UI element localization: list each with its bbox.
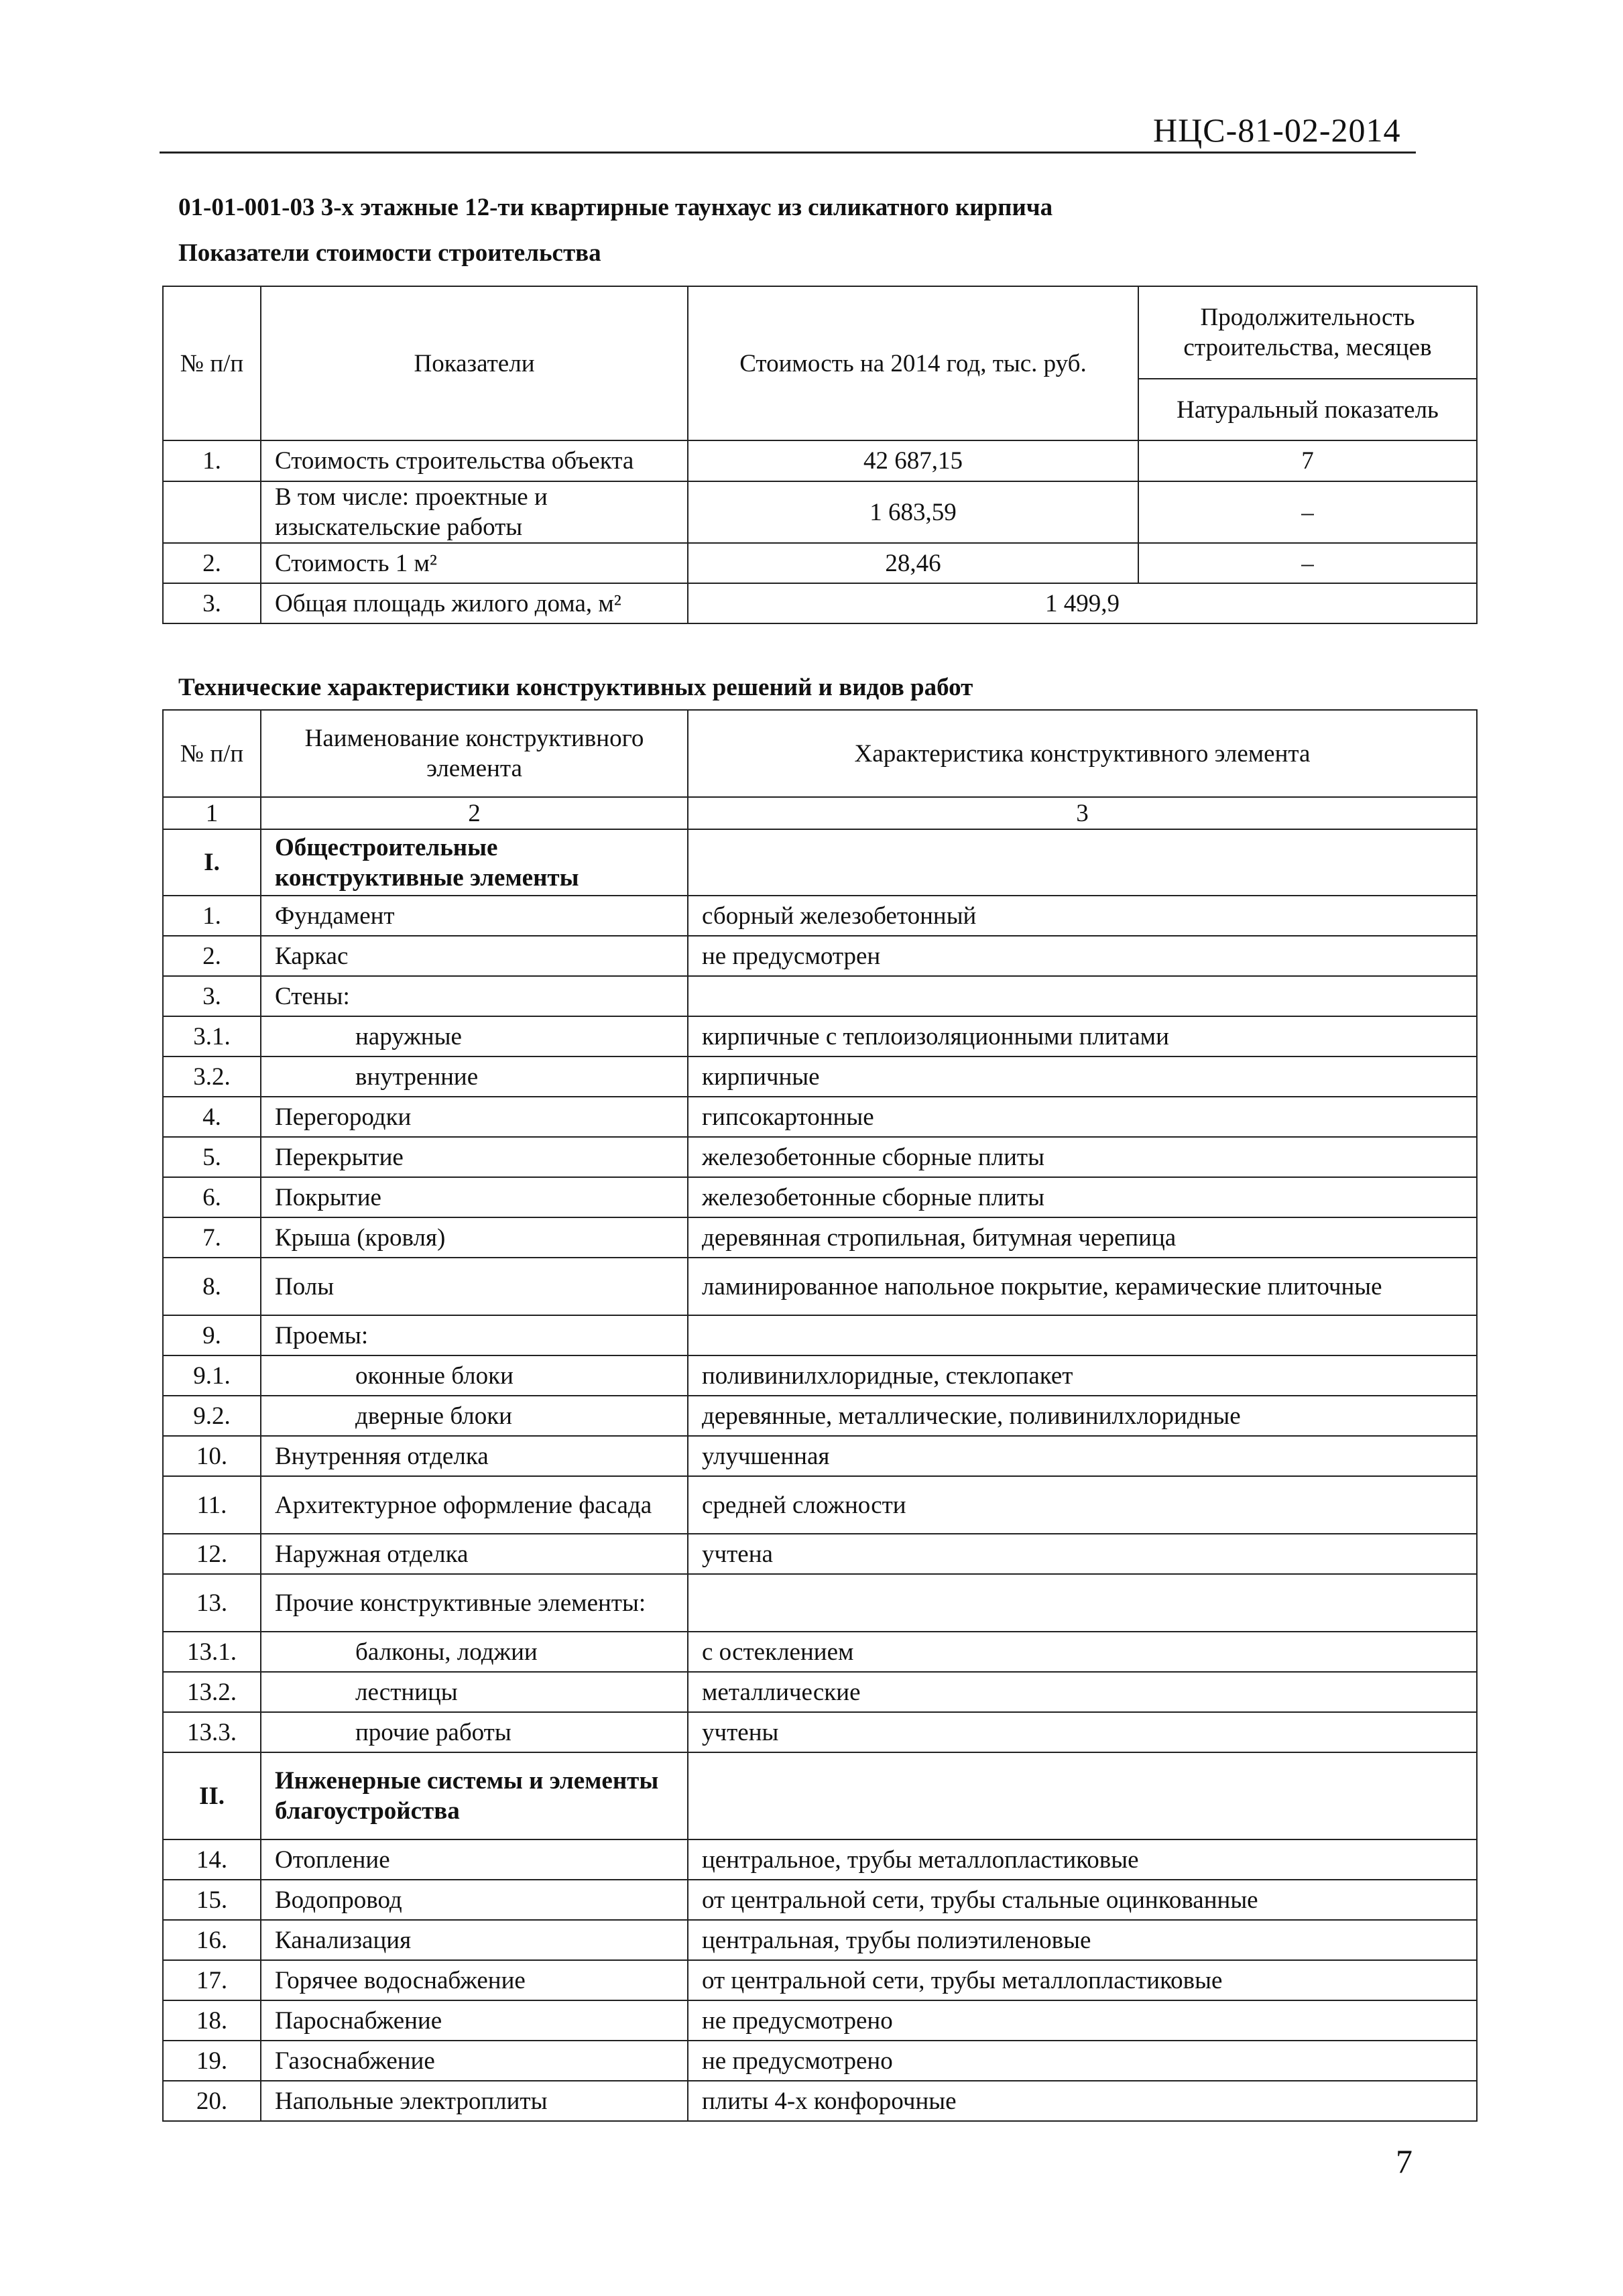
row-characteristic: центральное, трубы металлопластиковые [688, 1839, 1477, 1880]
row-cost: 42 687,15 [688, 440, 1138, 481]
row-element: Внутренняя отделка [261, 1436, 688, 1476]
row-element: Инженерные системы и элементы благоустройства [261, 1752, 688, 1839]
table-row [163, 1752, 1477, 1839]
technical-characteristics-table [162, 709, 1478, 2122]
row-characteristic: сборный железобетонный [688, 896, 1477, 936]
row-element: балконы, лоджии [261, 1632, 688, 1672]
table-row [163, 1436, 1477, 1476]
row-characteristic: поливинилхлоридные, стеклопакет [688, 1355, 1477, 1396]
table-row [163, 896, 1477, 936]
row-element: Каркас [261, 936, 688, 976]
table-row [163, 440, 1477, 481]
table-row [163, 1097, 1477, 1137]
row-element: Отопление [261, 1839, 688, 1880]
row-characteristic: от центральной сети, трубы металлопластиковые [688, 1960, 1477, 2000]
row-num: 1. [163, 440, 261, 481]
row-element: Покрытие [261, 1177, 688, 1217]
row-num: 12. [163, 1534, 261, 1574]
row-characteristic: кирпичные с теплоизоляционными плитами [688, 1016, 1477, 1056]
row-element: Канализация [261, 1920, 688, 1960]
table-row [163, 1712, 1477, 1752]
row-num: 1. [163, 896, 261, 936]
row-characteristic: ламинированное напольное покрытие, керамические плиточные [688, 1258, 1477, 1315]
document-code: НЦС-81-02-2014 [1153, 111, 1401, 149]
table-row [163, 1355, 1477, 1396]
row-characteristic: плиты 4-х конфорочные [688, 2081, 1477, 2121]
row-element: Стены: [261, 976, 688, 1016]
row-num: 13.2. [163, 1672, 261, 1712]
row-element: Прочие конструктивные элементы: [261, 1574, 688, 1632]
table-row [163, 1574, 1477, 1632]
table-row [163, 1258, 1477, 1315]
table-row [163, 1839, 1477, 1880]
row-characteristic: средней сложности [688, 1476, 1477, 1534]
row-num: 5. [163, 1137, 261, 1177]
table-row [163, 1534, 1477, 1574]
header-cost: Стоимость на 2014 год, тыс. руб. [688, 286, 1138, 440]
row-num: 3.1. [163, 1016, 261, 1056]
row-characteristic: учтена [688, 1534, 1477, 1574]
table-row [163, 1632, 1477, 1672]
column-number: 3 [688, 797, 1477, 829]
row-num: 9.2. [163, 1396, 261, 1436]
row-cost: 1 683,59 [688, 481, 1138, 543]
row-num: 19. [163, 2041, 261, 2081]
row-num: II. [163, 1752, 261, 1839]
table-row [163, 543, 1477, 583]
table-row [163, 1217, 1477, 1258]
document-title: 01-01-001-03 3-х этажные 12-ти квартирные таунхаус из силикатного кирпича [178, 194, 1053, 221]
row-element: Перегородки [261, 1097, 688, 1137]
section-title-technical-characteristics: Технические характеристики конструктивных решений и видов работ [178, 674, 973, 701]
row-num: 3. [163, 976, 261, 1016]
row-element: дверные блоки [261, 1396, 688, 1436]
table-row [163, 936, 1477, 976]
row-value: 1 499,9 [688, 583, 1477, 623]
row-element: лестницы [261, 1672, 688, 1712]
row-num: 3. [163, 583, 261, 623]
row-name: Общая площадь жилого дома, м² [261, 583, 688, 623]
table-row [163, 1396, 1477, 1436]
row-characteristic: металлические [688, 1672, 1477, 1712]
row-element: Наружная отделка [261, 1534, 688, 1574]
header-num: № п/п [163, 286, 261, 440]
table-row [163, 1177, 1477, 1217]
row-characteristic: учтены [688, 1712, 1477, 1752]
row-element: Перекрытие [261, 1137, 688, 1177]
row-characteristic: железобетонные сборные плиты [688, 1137, 1477, 1177]
header-num: № п/п [163, 710, 261, 797]
row-element: Газоснабжение [261, 2041, 688, 2081]
row-cost: 28,46 [688, 543, 1138, 583]
table-row [163, 1056, 1477, 1097]
row-num: 8. [163, 1258, 261, 1315]
header-element: Наименование конструктивного элемента [261, 710, 688, 797]
table-row [163, 1137, 1477, 1177]
row-num: 6. [163, 1177, 261, 1217]
column-number: 1 [163, 797, 261, 829]
row-name: В том числе: проектные и изыскательские работы [261, 481, 688, 543]
row-element: Полы [261, 1258, 688, 1315]
row-num: 4. [163, 1097, 261, 1137]
row-num: 10. [163, 1436, 261, 1476]
row-characteristic [688, 1752, 1477, 1839]
row-element: Архитектурное оформление фасада [261, 1476, 688, 1534]
header-duration: Продолжительность строительства, месяцев [1138, 286, 1477, 379]
section-title-cost-indicators: Показатели стоимости строительства [178, 239, 601, 267]
row-characteristic: от центральной сети, трубы стальные оцинкованные [688, 1880, 1477, 1920]
table-row [163, 1672, 1477, 1712]
row-num: 7. [163, 1217, 261, 1258]
row-name: Стоимость 1 м² [261, 543, 688, 583]
row-element: Горячее водоснабжение [261, 1960, 688, 2000]
row-num: 13. [163, 1574, 261, 1632]
row-element: внутренние [261, 1056, 688, 1097]
row-num: 17. [163, 1960, 261, 2000]
row-num: 18. [163, 2000, 261, 2041]
header-characteristic: Характеристика конструктивного элемента [688, 710, 1477, 797]
table-row [163, 583, 1477, 623]
row-characteristic: железобетонные сборные плиты [688, 1177, 1477, 1217]
row-element: Проемы: [261, 1315, 688, 1355]
row-num: 16. [163, 1920, 261, 1960]
cost-indicators-table [162, 286, 1478, 624]
row-characteristic: с остеклением [688, 1632, 1477, 1672]
row-characteristic: деревянные, металлические, поливинилхлоридные [688, 1396, 1477, 1436]
row-value: – [1138, 481, 1477, 543]
row-num: 15. [163, 1880, 261, 1920]
row-num: 11. [163, 1476, 261, 1534]
row-num: 14. [163, 1839, 261, 1880]
row-num: 2. [163, 936, 261, 976]
table-row [163, 2041, 1477, 2081]
header-natural: Натуральный показатель [1138, 379, 1477, 440]
row-characteristic: деревянная стропильная, битумная черепица [688, 1217, 1477, 1258]
table-row [163, 1920, 1477, 1960]
row-characteristic: гипсокартонные [688, 1097, 1477, 1137]
row-characteristic: центральная, трубы полиэтиленовые [688, 1920, 1477, 1960]
row-element: Крыша (кровля) [261, 1217, 688, 1258]
table-row [163, 1016, 1477, 1056]
row-characteristic [688, 976, 1477, 1016]
row-characteristic [688, 1315, 1477, 1355]
table-row [163, 976, 1477, 1016]
row-characteristic [688, 829, 1477, 896]
row-element: Напольные электроплиты [261, 2081, 688, 2121]
row-element: оконные блоки [261, 1355, 688, 1396]
table-row [163, 481, 1477, 543]
row-value: 7 [1138, 440, 1477, 481]
row-element: Общестроительные конструктивные элементы [261, 829, 688, 896]
row-num: 13.1. [163, 1632, 261, 1672]
row-num: 9. [163, 1315, 261, 1355]
table-row [163, 1880, 1477, 1920]
table-row [163, 2081, 1477, 2121]
row-name: Стоимость строительства объекта [261, 440, 688, 481]
row-element: Пароснабжение [261, 2000, 688, 2041]
row-num: 20. [163, 2081, 261, 2121]
header-rule [160, 152, 1416, 154]
row-element: прочие работы [261, 1712, 688, 1752]
row-num: I. [163, 829, 261, 896]
row-characteristic: не предусмотрено [688, 2041, 1477, 2081]
row-element: наружные [261, 1016, 688, 1056]
row-element: Водопровод [261, 1880, 688, 1920]
row-characteristic: улучшенная [688, 1436, 1477, 1476]
table-row [163, 1315, 1477, 1355]
row-element: Фундамент [261, 896, 688, 936]
table-row [163, 829, 1477, 896]
row-num: 9.1. [163, 1355, 261, 1396]
table-row [163, 1960, 1477, 2000]
row-characteristic [688, 1574, 1477, 1632]
row-num: 13.3. [163, 1712, 261, 1752]
page-number: 7 [1396, 2142, 1412, 2180]
row-num: 3.2. [163, 1056, 261, 1097]
row-characteristic: не предусмотрено [688, 2000, 1477, 2041]
header-indicator: Показатели [261, 286, 688, 440]
row-characteristic: не предусмотрен [688, 936, 1477, 976]
table-row [163, 1476, 1477, 1534]
table-row [163, 2000, 1477, 2041]
row-num: 2. [163, 543, 261, 583]
row-value: – [1138, 543, 1477, 583]
row-num [163, 481, 261, 543]
row-characteristic: кирпичные [688, 1056, 1477, 1097]
column-number: 2 [261, 797, 688, 829]
